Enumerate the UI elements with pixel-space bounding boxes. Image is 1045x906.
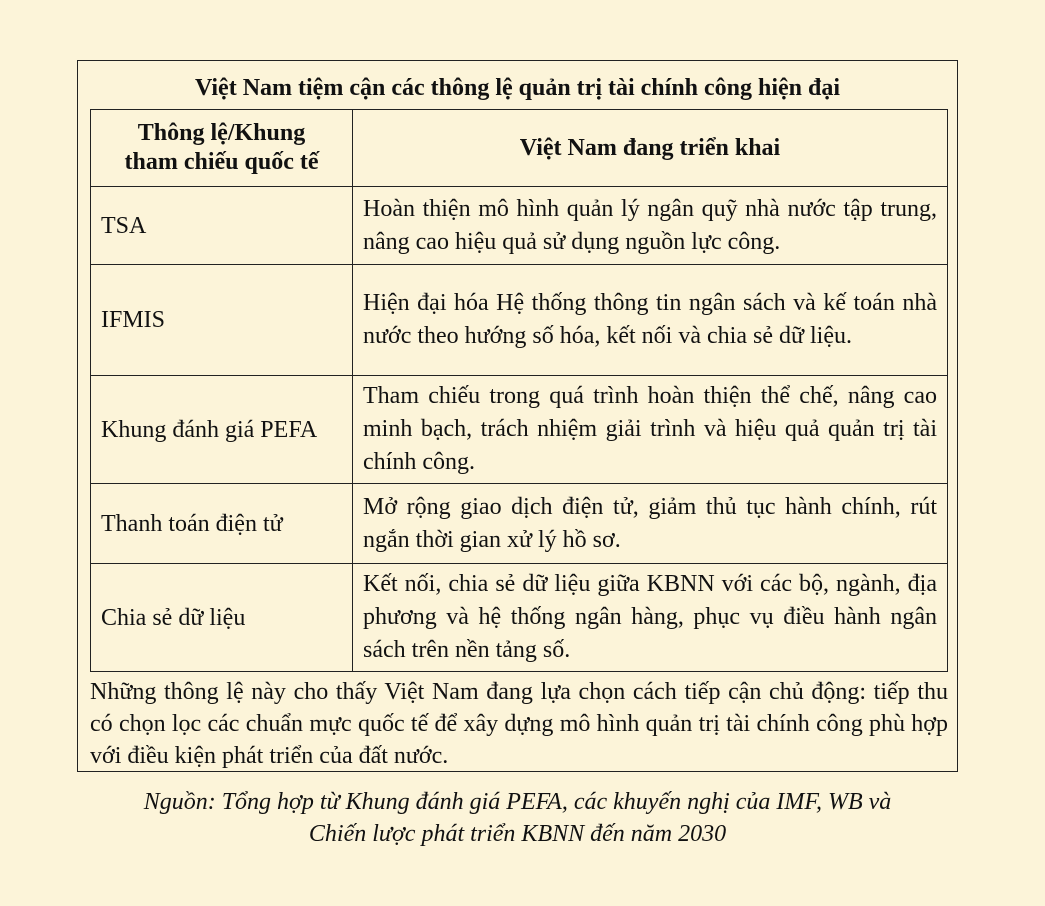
practice-cell: TSA	[91, 187, 353, 265]
info-box	[77, 60, 958, 772]
practice-cell: Thanh toán điện tử	[91, 484, 353, 564]
implementation-cell: Hiện đại hóa Hệ thống thông tin ngân sách và kế toán nhà nước theo hướng số hóa, kết nối và chia sẻ dữ liệu.	[353, 265, 948, 376]
header-international-practice	[91, 110, 353, 187]
practice-cell: Khung đánh giá PEFA	[91, 376, 353, 484]
table-row	[91, 564, 948, 672]
header-col1-line2: tham chiếu quốc tế	[124, 149, 319, 175]
practice-cell: Chia sẻ dữ liệu	[91, 564, 353, 672]
header-vietnam-implementation: Việt Nam đang triển khai	[353, 110, 948, 187]
implementation-cell: Tham chiếu trong quá trình hoàn thiện thể chế, nâng cao minh bạch, trách nhiệm giải trình và hiệu quả quản trị tài chính công.	[353, 376, 948, 484]
table-row	[91, 265, 948, 376]
table-row	[91, 187, 948, 265]
table-header-row	[91, 110, 948, 187]
implementation-cell: Mở rộng giao dịch điện tử, giảm thủ tục hành chính, rút ngắn thời gian xử lý hồ sơ.	[353, 484, 948, 564]
header-col1-line1: Thông lệ/Khung	[137, 120, 306, 146]
practices-table	[90, 109, 948, 672]
source-note	[70, 786, 965, 850]
source-line-2: Chiến lược phát triển KBNN đến năm 2030	[308, 821, 727, 847]
conclusion-paragraph: Những thông lệ này cho thấy Việt Nam đang lựa chọn cách tiếp cận chủ động: tiếp thu có chọn lọc các chuẩn mực quốc tế để xây dựng mô hình quản trị tài chính công phù hợp với điều kiện phát triển của đất nước.	[90, 679, 948, 769]
table-row	[91, 376, 948, 484]
implementation-cell: Kết nối, chia sẻ dữ liệu giữa KBNN với các bộ, ngành, địa phương và hệ thống ngân hàng, phục vụ điều hành ngân sách trên nền tảng số.	[353, 564, 948, 672]
implementation-cell: Hoàn thiện mô hình quản lý ngân quỹ nhà nước tập trung, nâng cao hiệu quả sử dụng nguồn lực công.	[353, 187, 948, 265]
practice-cell: IFMIS	[91, 265, 353, 376]
source-line-1: Nguồn: Tổng hợp từ Khung đánh giá PEFA, các khuyến nghị của IMF, WB và	[143, 789, 892, 815]
box-title: Việt Nam tiệm cận các thông lệ quản trị tài chính công hiện đại	[194, 75, 841, 101]
table-row	[91, 484, 948, 564]
